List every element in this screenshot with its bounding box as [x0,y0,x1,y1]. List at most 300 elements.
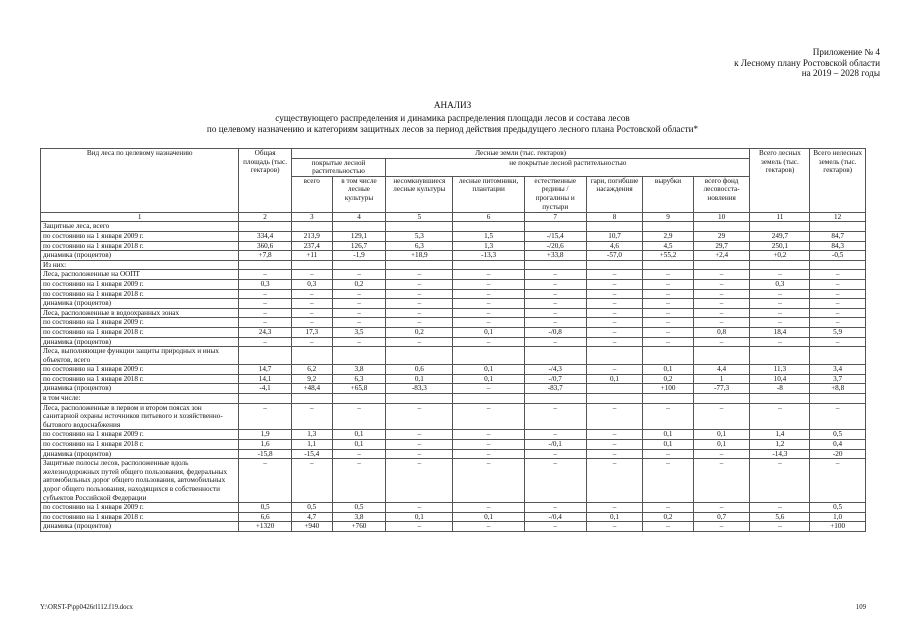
table-cell: 126,7 [332,241,386,251]
table-cell: 14,1 [239,374,291,384]
table-cell: – [332,459,386,503]
table-cell: – [524,299,586,309]
row-label: Леса, выполняющие функции защиты природных и иных объектов, всего [41,347,239,365]
table-row [41,231,866,241]
row-label: Леса, расположенные в первом и втором поясах зон санитарной охраны источников питьевого и хозяйственно-бытового водоснабжения [41,403,239,430]
table-row [41,394,866,404]
table-cell: – [291,308,332,318]
row-label: по состоянию на 1 января 2018 г. [41,289,239,299]
table-cell: -57,0 [586,251,643,261]
table-cell: 6,6 [239,512,291,522]
table-cell: 84,3 [810,241,866,251]
table-cell: – [693,403,750,430]
table-cell: – [524,430,586,440]
table-cell: – [643,318,693,328]
table-cell: – [453,337,524,347]
table-cell: 0,3 [291,279,332,289]
row-label: динамика (процентов) [41,449,239,459]
table-cell [693,394,750,404]
table-row [41,327,866,337]
table-cell [453,394,524,404]
table-cell: -/0,1 [524,440,586,450]
table-cell: -/4,3 [524,365,586,375]
table-cell [386,260,453,270]
table-cell: – [750,459,810,503]
footer-path: Y:\ORST-P\pp0426rl112.f19.docx [40,604,133,611]
table-cell: -20 [810,449,866,459]
table-cell: – [524,308,586,318]
table-cell: – [643,449,693,459]
row-label: по состоянию на 1 января 2018 г. [41,241,239,251]
hdr-covered: покрытые лесной растительностью [291,158,385,176]
table-cell [332,260,386,270]
table-cell: 249,7 [750,231,810,241]
table-cell: 10,4 [750,374,810,384]
table-cell: – [524,459,586,503]
table-cell [810,394,866,404]
table-cell: 0,1 [643,440,693,450]
table-cell: 0,2 [643,374,693,384]
table-cell [524,222,586,232]
table-cell: – [810,459,866,503]
table-cell: -83,3 [386,384,453,394]
analysis-table [40,148,866,532]
table-cell: – [810,403,866,430]
table-cell: 0,2 [643,512,693,522]
table-cell: – [386,459,453,503]
table-cell: -77,3 [693,384,750,394]
table-cell: 1,6 [239,440,291,450]
table-cell: 18,4 [750,327,810,337]
table-cell: 6,2 [291,365,332,375]
table-cell: – [453,384,524,394]
appendix-header [734,47,880,79]
table-cell: +940 [291,522,332,532]
table-cell: – [386,337,453,347]
table-cell: – [643,289,693,299]
table-cell: 0,6 [386,365,453,375]
table-cell [643,260,693,270]
hdr-all-nonforest: Всего нелесных земель (тыс. гектаров) [810,149,866,213]
row-label: по состоянию на 1 января 2009 г. [41,231,239,241]
table-row [41,430,866,440]
table-cell: – [453,522,524,532]
column-number: 10 [693,212,750,222]
table-cell: – [386,270,453,280]
hdr-nurseries: лесные питомники, плантации [453,176,524,212]
table-cell: – [239,270,291,280]
appendix-number: Приложение № 4 [812,47,880,57]
table-cell [810,347,866,365]
table-cell: 237,4 [291,241,332,251]
table-cell [332,347,386,365]
table-cell: – [524,449,586,459]
doc-subtitle-2: по целевому назначению и категориям защитных лесов за период действия предыдущего лесного плана Ростовской области* [206,124,699,134]
table-cell: – [291,289,332,299]
table-cell: – [586,430,643,440]
table-row [41,251,866,261]
table-cell: +55,2 [643,251,693,261]
column-number: 8 [586,212,643,222]
table-cell: – [524,270,586,280]
table-cell [693,260,750,270]
table-row [41,222,866,232]
table-row [41,449,866,459]
table-cell: 0,1 [586,512,643,522]
row-label: динамика (процентов) [41,251,239,261]
row-label: динамика (процентов) [41,522,239,532]
table-cell: 11,3 [750,365,810,375]
table-cell: 250,1 [750,241,810,251]
table-cell [332,394,386,404]
table-cell: – [386,522,453,532]
table-cell [386,347,453,365]
table-cell [386,394,453,404]
table-cell [586,222,643,232]
table-cell [453,347,524,365]
table-cell: – [750,337,810,347]
table-cell: 1,2 [750,440,810,450]
table-cell: – [524,403,586,430]
column-number: 11 [750,212,810,222]
row-label: по состоянию на 1 января 2009 г. [41,365,239,375]
table-cell: 1,9 [239,430,291,440]
table-cell: – [750,270,810,280]
table-cell: – [239,403,291,430]
hdr-type: Вид леса по целевому назначению [41,149,239,213]
table-cell [586,347,643,365]
table-cell [750,347,810,365]
table-cell [750,260,810,270]
table-cell: – [586,459,643,503]
table-cell: – [453,270,524,280]
table-cell [750,394,810,404]
table-cell: – [524,279,586,289]
table-cell: – [810,299,866,309]
table-cell [291,394,332,404]
table-cell: 1 [693,374,750,384]
table-row [41,318,866,328]
table-cell: 1,5 [453,231,524,241]
table-cell: – [586,503,643,513]
table-cell: +65,8 [332,384,386,394]
table-cell: – [386,289,453,299]
doc-title: АНАЛИЗ [433,100,472,110]
table-cell: – [386,403,453,430]
table-cell: 0,8 [693,327,750,337]
table-cell: +33,8 [524,251,586,261]
table-cell: 0,1 [332,440,386,450]
table-cell: – [586,299,643,309]
table-cell: – [643,299,693,309]
table-cell: – [332,403,386,430]
table-cell: -/0,8 [524,327,586,337]
table-cell: – [586,279,643,289]
table-cell: – [332,289,386,299]
table-row [41,374,866,384]
table-cell [239,260,291,270]
table-cell: – [453,318,524,328]
table-cell: – [586,522,643,532]
row-label: по состоянию на 1 января 2018 г. [41,512,239,522]
table-cell: – [586,403,643,430]
table-cell: – [810,308,866,318]
hdr-cuttings: вырубки [643,176,693,212]
table-cell: – [810,279,866,289]
table-cell: – [291,403,332,430]
table-cell: – [524,503,586,513]
table-cell: 0,1 [453,365,524,375]
table-cell: – [810,270,866,280]
table-cell: 360,6 [239,241,291,251]
table-cell: -0,5 [810,251,866,261]
page-number: 109 [855,604,866,611]
table-cell [239,222,291,232]
table-cell: – [693,308,750,318]
table-cell: 1,1 [291,440,332,450]
table-cell: – [386,430,453,440]
row-label: по состоянию на 1 января 2009 г. [41,503,239,513]
table-cell: 0,1 [643,430,693,440]
table-cell: – [643,403,693,430]
table-row [41,384,866,394]
table-cell: – [643,279,693,289]
table-cell: +48,4 [291,384,332,394]
table-cell: 0,5 [810,430,866,440]
table-cell [239,394,291,404]
column-number: 6 [453,212,524,222]
hdr-total: Общая площадь (тыс. гектаров) [239,149,291,213]
table-row [41,512,866,522]
table-cell: 84,7 [810,231,866,241]
row-label: в том числе: [41,394,239,404]
table-cell: – [453,299,524,309]
table-row [41,260,866,270]
table-cell [386,222,453,232]
table-cell: +1320 [239,522,291,532]
table-cell: +760 [332,522,386,532]
table-cell: – [586,337,643,347]
table-cell: – [693,318,750,328]
table-cell: -/20,6 [524,241,586,251]
table-cell: – [291,299,332,309]
table-cell: – [239,299,291,309]
table-cell: – [332,308,386,318]
row-label: Леса, расположенные в водоохранных зонах [41,308,239,318]
row-label: динамика (процентов) [41,299,239,309]
table-row [41,403,866,430]
table-cell: – [810,289,866,299]
table-cell: 0,1 [386,512,453,522]
table-cell: 0,1 [693,440,750,450]
table-cell: – [693,279,750,289]
hdr-burnt: гари, погибшие насаждения [586,176,643,212]
table-cell: – [586,289,643,299]
table-cell: 0,1 [643,365,693,375]
table-cell [291,222,332,232]
row-label: по состоянию на 1 января 2018 г. [41,440,239,450]
table-cell: – [750,289,810,299]
table-cell: – [453,449,524,459]
table-cell [453,260,524,270]
table-cell: – [693,270,750,280]
table-cell: 6,3 [386,241,453,251]
table-cell: – [643,308,693,318]
table-cell: – [643,327,693,337]
table-cell: – [750,403,810,430]
table-cell: 14,7 [239,365,291,375]
column-number: 2 [239,212,291,222]
table-cell: – [586,440,643,450]
table-cell: – [386,449,453,459]
table-cell [586,260,643,270]
table-cell: -1,9 [332,251,386,261]
table-cell: – [453,440,524,450]
table-cell: – [643,522,693,532]
table-row [41,270,866,280]
table-cell [810,260,866,270]
hdr-not-covered: не покрытые лесной растительностью [386,158,750,176]
table-cell [586,384,643,394]
table-cell [643,222,693,232]
table-cell: -83,7 [524,384,586,394]
table-cell: – [643,270,693,280]
table-cell [643,394,693,404]
table-cell: 0,5 [332,503,386,513]
table-cell: 0,1 [332,430,386,440]
table-cell: 1,3 [291,430,332,440]
table-cell: +11 [291,251,332,261]
table-cell: 1,0 [810,512,866,522]
table-cell: 10,7 [586,231,643,241]
table-cell: – [750,522,810,532]
column-numbers-row [41,212,866,222]
table-cell [291,347,332,365]
table-cell [524,260,586,270]
appendix-years: на 2019 – 2028 годы [801,68,880,79]
column-number: 9 [643,212,693,222]
table-cell: – [332,449,386,459]
row-label: Из них: [41,260,239,270]
table-cell [524,394,586,404]
table-cell [693,347,750,365]
table-cell: – [524,337,586,347]
column-number: 5 [386,212,453,222]
row-label: по состоянию на 1 января 2018 г. [41,374,239,384]
table-row [41,279,866,289]
table-cell: 3,5 [332,327,386,337]
table-cell: 0,4 [810,440,866,450]
table-cell: – [332,299,386,309]
table-cell [693,222,750,232]
table-cell: – [586,449,643,459]
table-cell: – [693,449,750,459]
table-cell: 0,5 [239,503,291,513]
table-cell: 29,7 [693,241,750,251]
table-row [41,241,866,251]
table-cell: – [750,503,810,513]
table-cell: +100 [810,522,866,532]
table-cell [239,347,291,365]
hdr-all-forest: Всего лесных земель (тыс. гектаров) [750,149,810,213]
column-number: 1 [41,212,239,222]
table-cell: 0,7 [693,512,750,522]
table-cell: – [239,337,291,347]
table-cell: 3,8 [332,512,386,522]
table-cell: – [453,430,524,440]
table-cell: 0,5 [810,503,866,513]
table-cell [453,222,524,232]
table-cell: -13,3 [453,251,524,261]
table-cell: – [810,318,866,328]
table-row [41,503,866,513]
table-cell: 1,4 [750,430,810,440]
row-label: по состоянию на 1 января 2009 г. [41,279,239,289]
row-label: динамика (процентов) [41,337,239,347]
hdr-fund: всего фонд лесовосста-новления [693,176,750,212]
table-cell: – [453,403,524,430]
table-cell: -8 [750,384,810,394]
table-cell: 129,1 [332,231,386,241]
row-label: динамика (процентов) [41,384,239,394]
table-cell: – [643,459,693,503]
table-cell: – [524,289,586,299]
table-cell: -/0,4 [524,512,586,522]
table-cell: 1,3 [453,241,524,251]
table-cell: – [239,308,291,318]
table-cell [810,222,866,232]
table-cell: +8,8 [810,384,866,394]
column-number: 3 [291,212,332,222]
table-cell: 213,9 [291,231,332,241]
table-cell: -14,3 [750,449,810,459]
table-cell: – [332,270,386,280]
table-cell: 0,2 [386,327,453,337]
table-cell: 4,5 [643,241,693,251]
table-cell: – [586,270,643,280]
table-cell: 0,1 [386,374,453,384]
table-cell: -15,4 [291,449,332,459]
table-cell: – [643,503,693,513]
table-row [41,337,866,347]
table-cell: 3,8 [332,365,386,375]
table-cell: – [386,279,453,289]
table-cell: – [291,459,332,503]
table-cell: – [291,337,332,347]
table-cell [750,222,810,232]
table-cell: 0,5 [291,503,332,513]
table-cell: – [524,522,586,532]
table-cell: 29 [693,231,750,241]
table-cell [332,222,386,232]
table-cell: – [453,279,524,289]
table-cell [643,347,693,365]
table-cell: – [750,308,810,318]
hdr-nonclosed: несомкнувшиеся лесные культуры [386,176,453,212]
table-row [41,299,866,309]
doc-subtitle-1: существующего распределения и динамика распределения площади лесов и состава лесов [275,113,630,123]
hdr-all: всего [291,176,332,212]
table-cell: 0,2 [332,279,386,289]
hdr-forest-lands: Лесные земли (тыс. гектаров) [291,149,750,159]
table-cell: 24,3 [239,327,291,337]
table-cell: – [291,318,332,328]
table-row [41,308,866,318]
table-cell: – [386,318,453,328]
table-cell: 0,1 [453,374,524,384]
table-cell: – [239,459,291,503]
table-cell: 17,3 [291,327,332,337]
